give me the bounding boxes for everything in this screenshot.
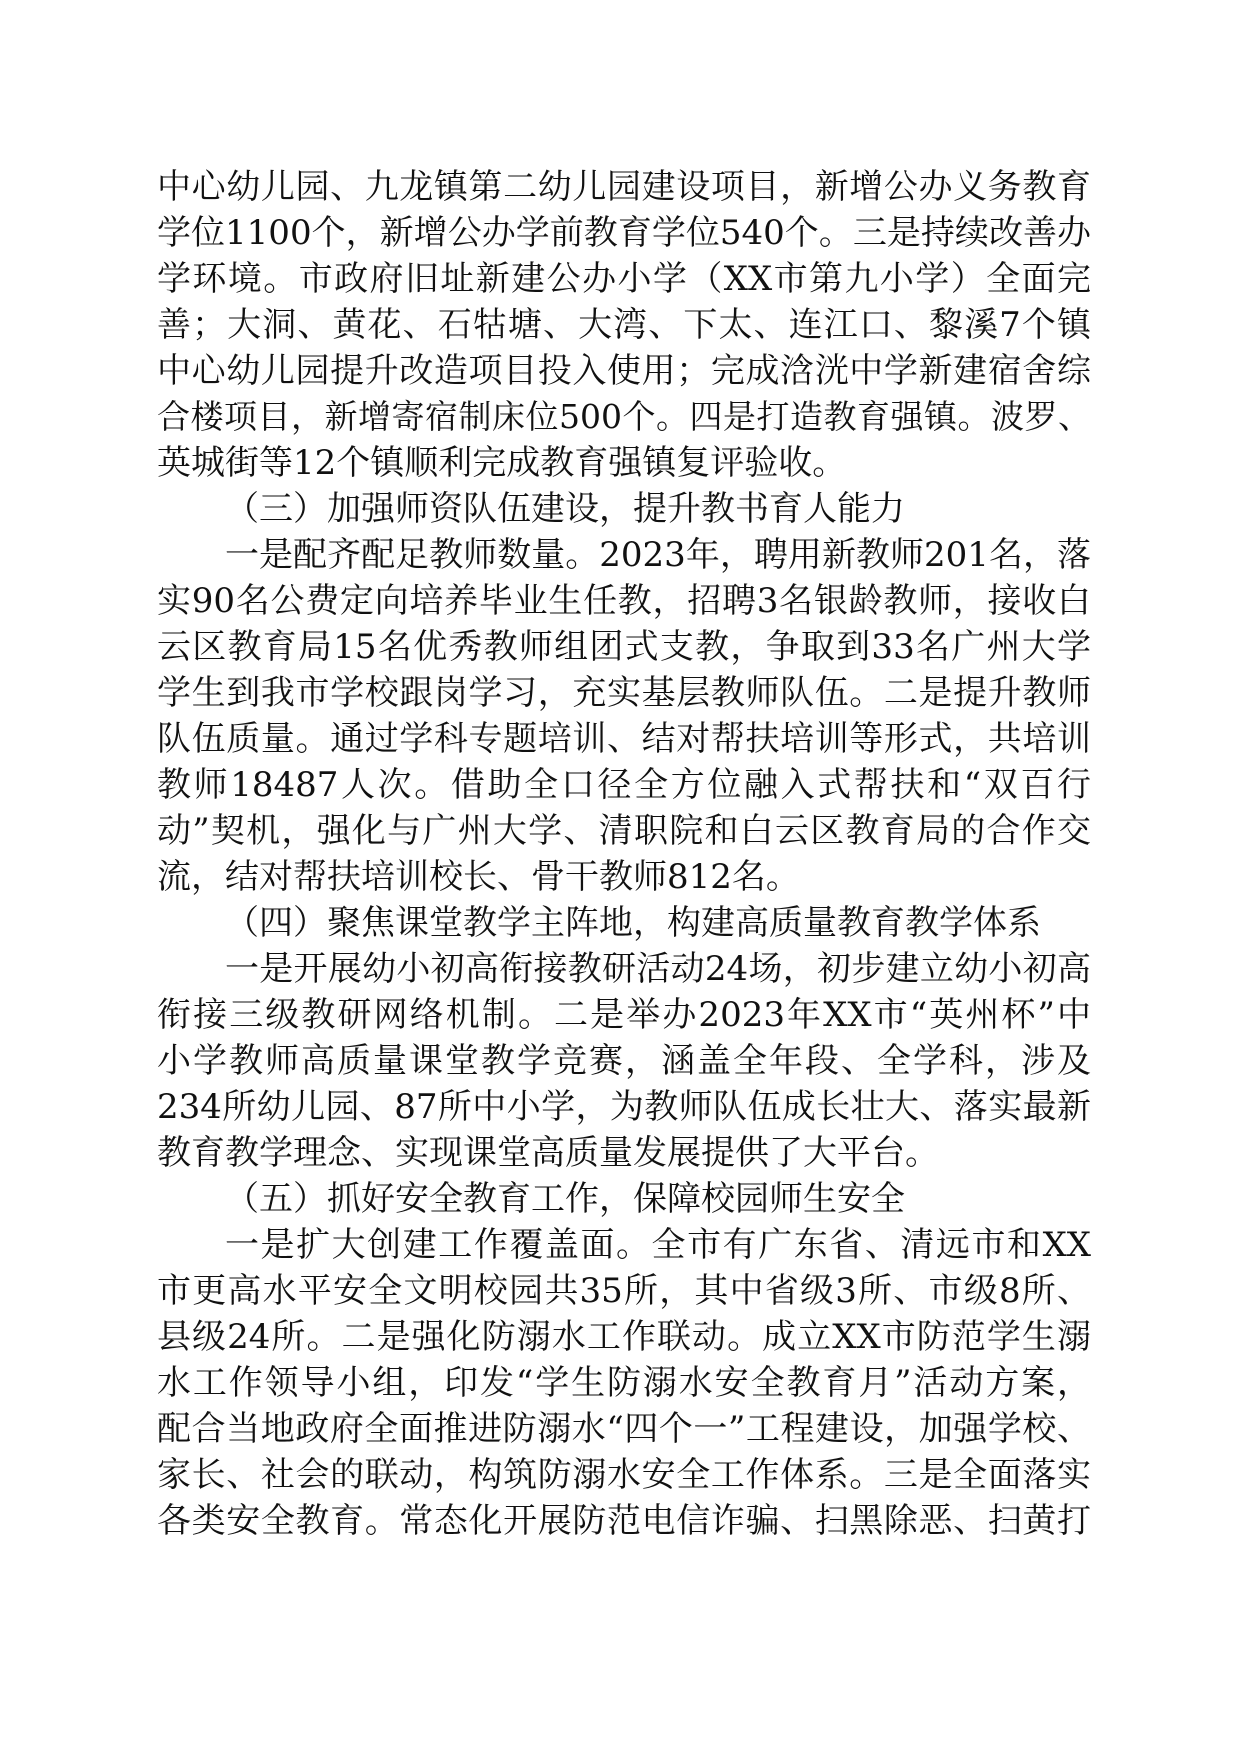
paragraph-line: 中心幼儿园、九龙镇第二幼儿园建设项目，新增公办义务教育 xyxy=(157,167,1091,207)
paragraph-line: 教师18487人次。借助全口径全方位融入式帮扶和“双百行 xyxy=(157,765,1091,805)
paragraph-line: 学位1100个，新增公办学前教育学位540个。三是持续改善办 xyxy=(157,213,1091,253)
document-body-text xyxy=(157,164,1091,1544)
section-heading: （三）加强师资队伍建设，提升教书育人能力 xyxy=(225,489,905,529)
paragraph-line: 善；大洞、黄花、石牯塘、大湾、下太、连江口、黎溪7个镇 xyxy=(157,305,1091,345)
paragraph-line: 一是开展幼小初高衔接教研活动24场，初步建立幼小初高 xyxy=(225,949,1091,989)
paragraph-line: 实90名公费定向培养毕业生任教，招聘3名银龄教师，接收白 xyxy=(157,581,1091,621)
paragraph-line: 衔接三级教研网络机制。二是举办2023年XX市“英州杯”中 xyxy=(157,995,1091,1035)
paragraph-line: 队伍质量。通过学科专题培训、结对帮扶培训等形式，共培训 xyxy=(157,719,1091,759)
paragraph-line: 水工作领导小组，印发“学生防溺水安全教育月”活动方案， xyxy=(157,1363,1091,1403)
paragraph-line: 动”契机，强化与广州大学、清职院和白云区教育局的合作交 xyxy=(157,811,1091,851)
paragraph-line: 学环境。市政府旧址新建公办小学（XX市第九小学）全面完 xyxy=(157,259,1091,299)
paragraph-line: 配合当地政府全面推进防溺水“四个一”工程建设，加强学校、 xyxy=(157,1409,1091,1449)
paragraph-line: 市更高水平安全文明校园共35所，其中省级3所、市级8所、 xyxy=(157,1271,1091,1311)
paragraph-line: 一是配齐配足教师数量。2023年，聘用新教师201名，落 xyxy=(225,535,1091,575)
paragraph-line: 234所幼儿园、87所中小学，为教师队伍成长壮大、落实最新 xyxy=(157,1087,1091,1127)
paragraph-line: 小学教师高质量课堂教学竞赛，涵盖全年段、全学科，涉及 xyxy=(157,1041,1091,1081)
paragraph-line: 英城街等12个镇顺利完成教育强镇复评验收。 xyxy=(157,443,847,483)
paragraph-line: 县级24所。二是强化防溺水工作联动。成立XX市防范学生溺 xyxy=(157,1317,1091,1357)
paragraph-line: 学生到我市学校跟岗学习，充实基层教师队伍。二是提升教师 xyxy=(157,673,1091,713)
paragraph-line: 教育教学理念、实现课堂高质量发展提供了大平台。 xyxy=(157,1133,939,1173)
paragraph-line: 家长、社会的联动，构筑防溺水安全工作体系。三是全面落实 xyxy=(157,1455,1091,1495)
section-heading: （五）抓好安全教育工作，保障校园师生安全 xyxy=(225,1179,905,1219)
paragraph-line: 云区教育局15名优秀教师组团式支教，争取到33名广州大学 xyxy=(157,627,1091,667)
paragraph-line: 合楼项目，新增寄宿制床位500个。四是打造教育强镇。波罗、 xyxy=(157,397,1091,436)
paragraph-line: 各类安全教育。常态化开展防范电信诈骗、扫黑除恶、扫黄打 xyxy=(157,1501,1091,1541)
paragraph-line: 中心幼儿园提升改造项目投入使用；完成浛洸中学新建宿舍综 xyxy=(157,351,1091,391)
section-heading: （四）聚焦课堂教学主阵地，构建高质量教育教学体系 xyxy=(225,903,1041,943)
paragraph-line: 流，结对帮扶培训校长、骨干教师812名。 xyxy=(157,857,800,897)
paragraph-line: 一是扩大创建工作覆盖面。全市有广东省、清远市和XX xyxy=(225,1225,1091,1265)
